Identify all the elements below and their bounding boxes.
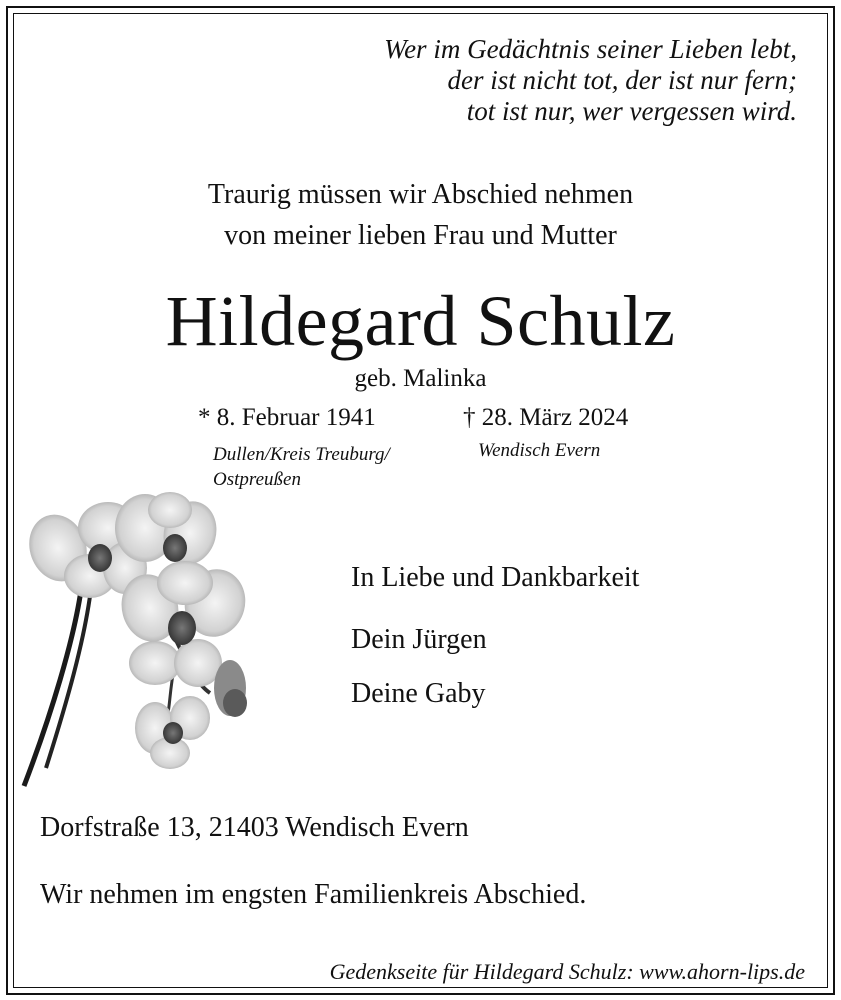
memorial-page-footer: Gedenkseite für Hildegard Schulz: www.ahorn-lips.de [329,959,805,984]
birth-name: geb. Malinka [354,365,487,392]
orchid-icon [20,488,280,788]
birth-date: * 8. Februar 1941 [198,404,376,431]
intro-text [8,174,833,256]
intro-line-1: Traurig müssen wir Abschied nehmen [207,179,634,210]
mourning-address: Dorfstraße 13, 21403 Wendisch Evern [40,812,469,843]
signature-juergen: Dein Jürgen [351,624,487,655]
signature-gaby: Deine Gaby [351,678,486,709]
deceased-name: Hildegard Schulz [165,281,676,361]
intro-line-2: von meiner lieben Frau und Mutter [224,220,617,251]
quote-line-3: tot ist nur, wer vergessen wird. [466,96,797,126]
farewell-notice: Wir nehmen im engsten Familienkreis Abschied. [40,879,587,910]
quote-line-1: Wer im Gedächtnis seiner Lieben lebt, [384,34,797,64]
thanks-line: In Liebe und Dankbarkeit [351,562,640,593]
birth-place: Dullen/Kreis Treuburg/ Ostpreußen [213,444,390,490]
quote-line-2: der ist nicht tot, der ist nur fern; [447,65,797,95]
death-date: † 28. März 2024 [463,404,629,431]
death-place: Wendisch Evern [478,440,601,461]
obituary-notice [6,6,835,995]
memorial-quote [384,34,797,127]
